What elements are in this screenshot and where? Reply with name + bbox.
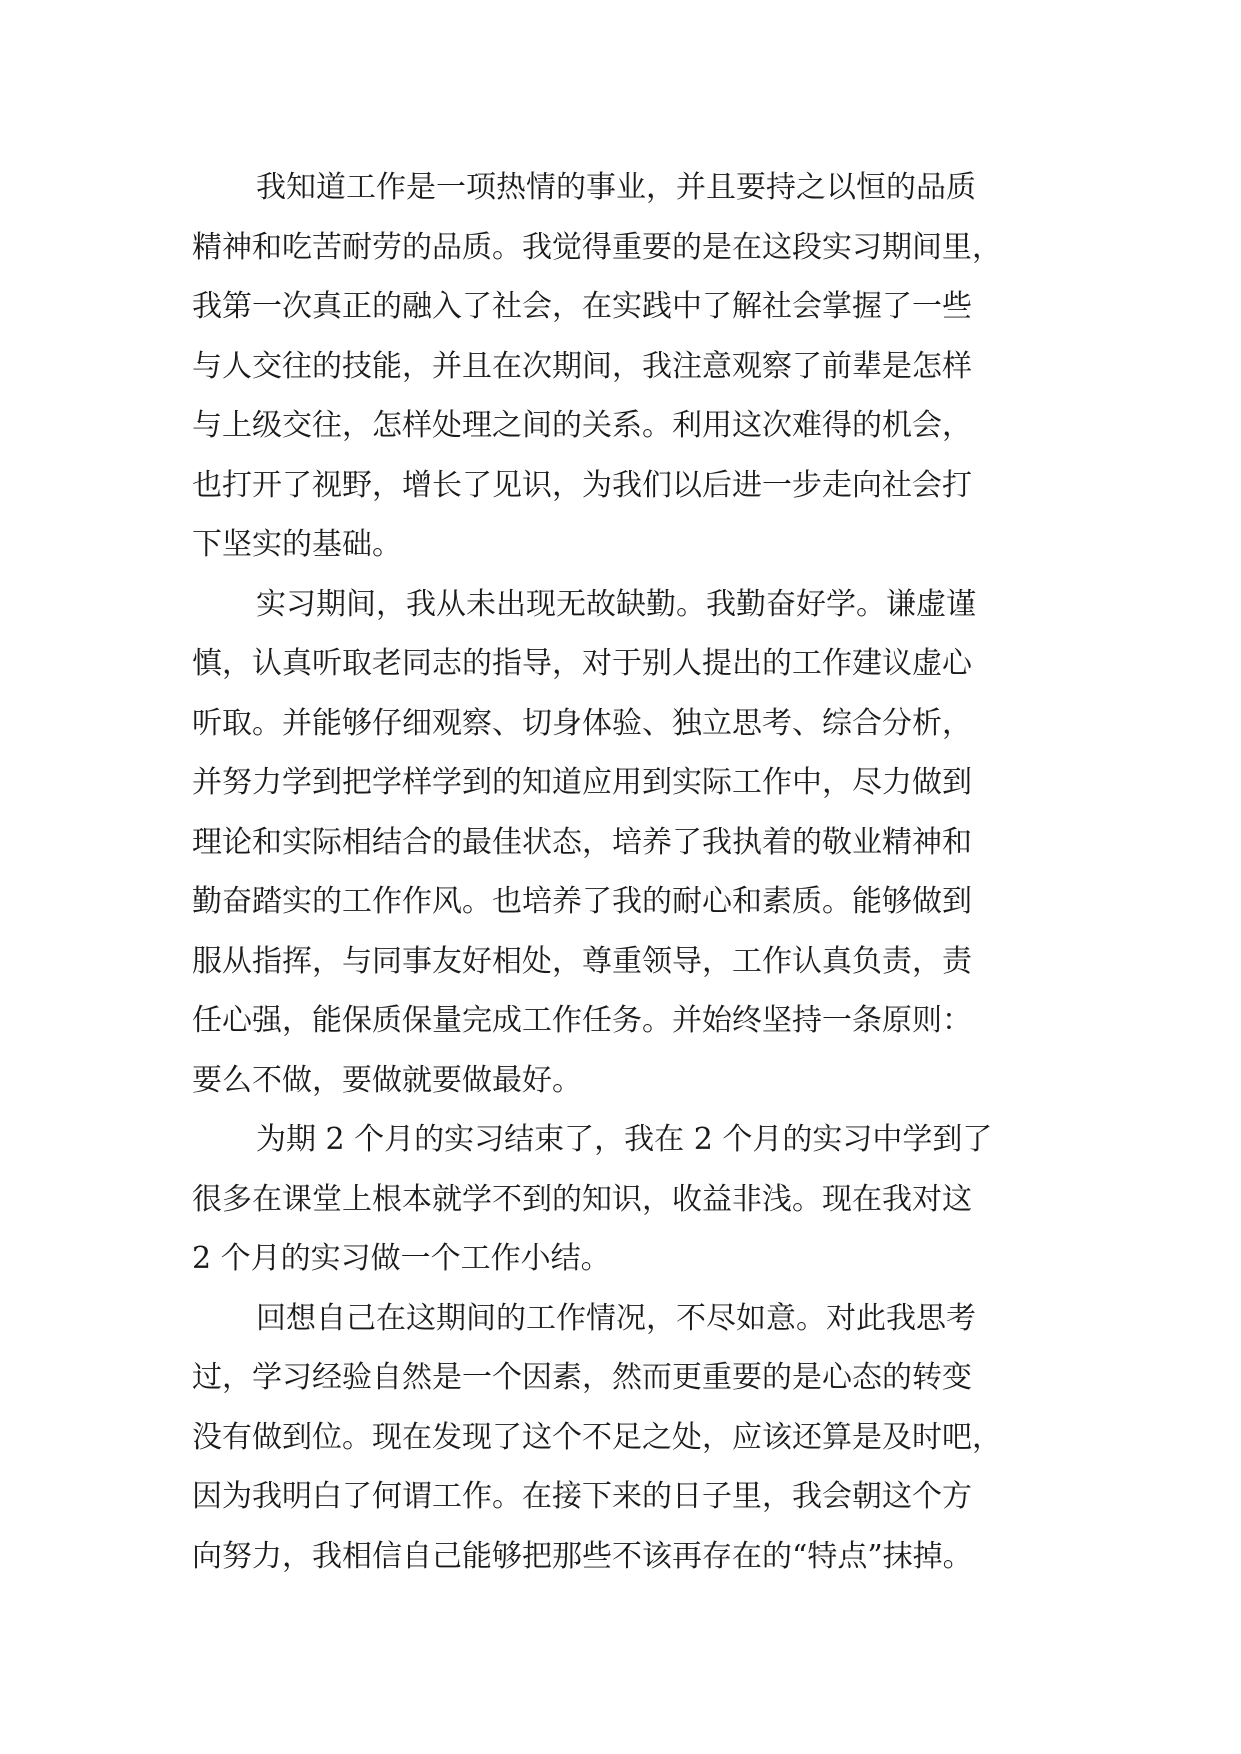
paragraph-line: 我第一次真正的融入了社会，在实践中了解社会掌握了一些	[192, 289, 972, 324]
paragraph-line: 实习期间，我从未出现无故缺勤。我勤奋好学。谦虚谨	[256, 586, 976, 622]
paragraph-line: 听取。并能够仔细观察、切身体验、独立思考、综合分析，	[192, 705, 972, 741]
paragraph-1	[192, 158, 1092, 575]
paragraph-line: 勤奋踏实的工作作风。也培养了我的耐心和素质。能够做到	[192, 884, 972, 919]
paragraph-line: 回想自己在这期间的工作情况，不尽如意。对此我思考	[256, 1300, 976, 1336]
paragraph-line: 慎，认真听取老同志的指导，对于别人提出的工作建议虚心	[192, 646, 972, 681]
paragraph-line: 我知道工作是一项热情的事业，并且要持之以恒的品质	[256, 170, 976, 205]
paragraph-3	[192, 1110, 1092, 1289]
paragraph-line: 很多在课堂上根本就学不到的知识，收益非浅。现在我对这	[192, 1181, 972, 1217]
paragraph-line: 下坚实的基础。	[192, 527, 402, 562]
paragraph-line: 精神和吃苦耐劳的品质。我觉得重要的是在这段实习期间里，	[192, 229, 1002, 265]
paragraph-line: 为期 2 个月的实习结束了，我在 2 个月的实习中学到了	[256, 1122, 993, 1157]
paragraph-4	[192, 1289, 1092, 1587]
paragraph-line: 与人交往的技能，并且在次期间，我注意观察了前辈是怎样	[192, 348, 972, 384]
paragraph-2	[192, 575, 1092, 1111]
paragraph-line: 任心强，能保质保量完成工作任务。并始终坚持一条原则：	[192, 1003, 972, 1038]
paragraph-line: 也打开了视野，增长了见识，为我们以后进一步走向社会打	[192, 467, 972, 503]
paragraph-line: 向努力，我相信自己能够把那些不该再存在的“特点”抹掉。	[192, 1538, 973, 1574]
paragraph-line: 因为我明白了何谓工作。在接下来的日子里，我会朝这个方	[192, 1479, 972, 1514]
paragraph-line: 并努力学到把学样学到的知道应用到实际工作中，尽力做到	[192, 765, 972, 800]
paragraph-line: 没有做到位。现在发现了这个不足之处，应该还算是及时吧，	[192, 1419, 1002, 1455]
paragraph-line: 2 个月的实习做一个工作小结。	[192, 1241, 611, 1276]
document-body	[192, 158, 1092, 1586]
paragraph-line: 要么不做，要做就要做最好。	[192, 1062, 582, 1098]
paragraph-line: 服从指挥，与同事友好相处，尊重领导，工作认真负责，责	[192, 943, 972, 979]
paragraph-line: 与上级交往，怎样处理之间的关系。利用这次难得的机会，	[192, 408, 972, 443]
paragraph-line: 过，学习经验自然是一个因素，然而更重要的是心态的转变	[192, 1360, 972, 1395]
paragraph-line: 理论和实际相结合的最佳状态，培养了我执着的敬业精神和	[192, 824, 972, 860]
